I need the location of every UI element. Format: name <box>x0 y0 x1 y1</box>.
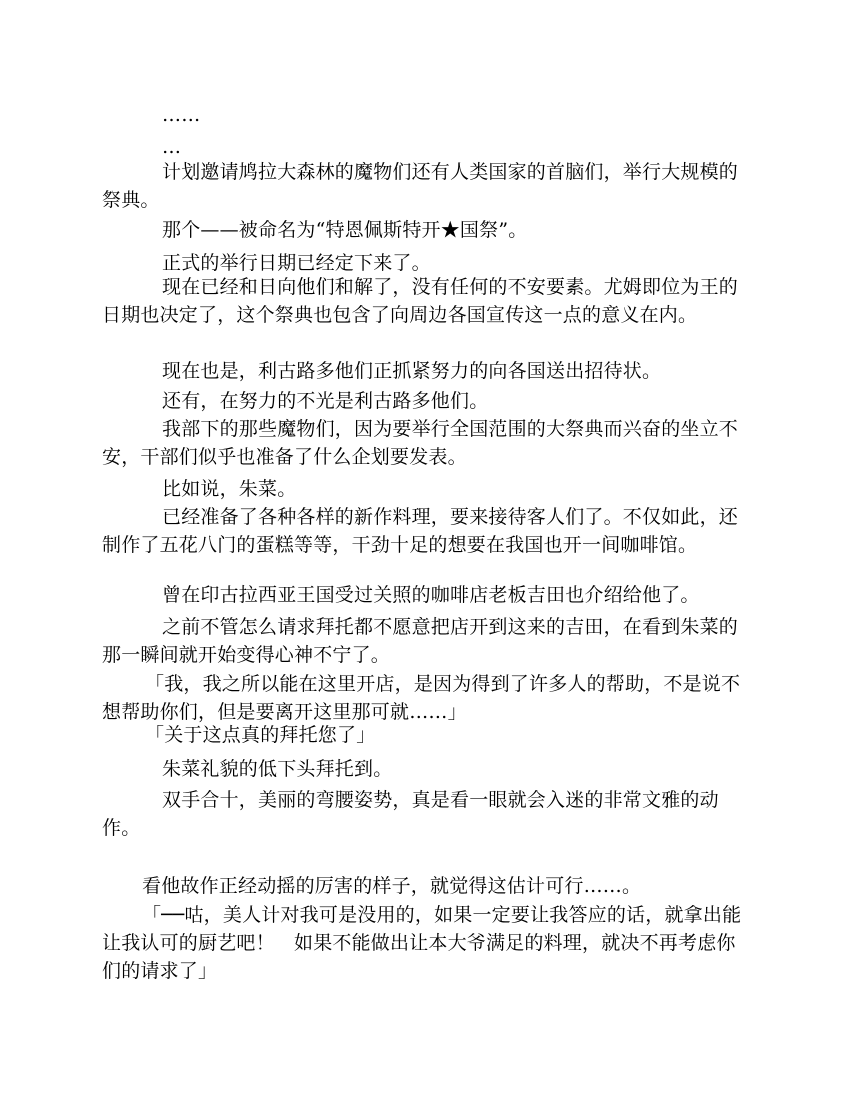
paragraph-7: 现在也是，利古路多他们正抓紧努力的向各国送出招待状。 <box>162 360 662 382</box>
paragraph-9: 我部下的那些魔物们，因为要举行全国范围的大祭典而兴奋的坐立不安，干部们似乎也准备了什么企划要发表。 <box>102 418 739 468</box>
paragraph-19: 「──咕，美人计对我可是没用的，如果一定要让我答应的话，就拿出能让我认可的厨艺吧！ 如果不能做出让本大爷满足的料理，就决不再考虑你们的请求了」 <box>102 904 742 982</box>
paragraph-14: 「我，我之所以能在这里开店，是因为得到了许多人的帮助，不是说不想帮助你们，但是要离开这里那可就……」 <box>102 673 741 723</box>
paragraph-5: 正式的举行日期已经定下来了。 <box>162 252 431 274</box>
paragraph-3: 计划邀请鸠拉大森林的魔物们还有人类国家的首脑们，举行大规模的祭典。 <box>102 161 739 211</box>
paragraph-12: 曾在印古拉西亚王国受过关照的咖啡店老板吉田也介绍给他了。 <box>162 584 700 606</box>
paragraph-8: 还有，在努力的不光是利古路多他们。 <box>162 390 489 412</box>
paragraph-10: 比如说，朱菜。 <box>162 478 297 500</box>
paragraph-13: 之前不管怎么请求拜托都不愿意把店开到这来的吉田，在看到朱菜的那一瞬间就开始变得心神不宁了。 <box>102 616 739 666</box>
paragraph-4: 那个——被命名为“特恩佩斯特开★国祭”。 <box>162 219 528 241</box>
paragraph-18: 看他故作正经动摇的厉害的样子，就觉得这估计可行……。 <box>142 875 642 897</box>
paragraph-16: 朱菜礼貌的低下头拜托到。 <box>162 758 393 780</box>
paragraph-6: 现在已经和日向他们和解了，没有任何的不安要素。尤姆即位为王的日期也决定了，这个祭典也包含了向周边各国宣传这一点的意义在内。 <box>102 276 739 326</box>
paragraph-17: 双手合十，美丽的弯腰姿势，真是看一眼就会入迷的非常文雅的动作。 <box>102 789 719 839</box>
paragraph-1: …… <box>162 104 201 126</box>
paragraph-15: 「关于这点真的拜托您了」 <box>145 724 376 746</box>
paragraph-2: … <box>162 136 182 158</box>
paragraph-11: 已经准备了各种各样的新作料理，要来接待客人们了。不仅如此，还制作了五花八门的蛋糕等等，干劲十足的想要在我国也开一间咖啡馆。 <box>102 506 739 556</box>
